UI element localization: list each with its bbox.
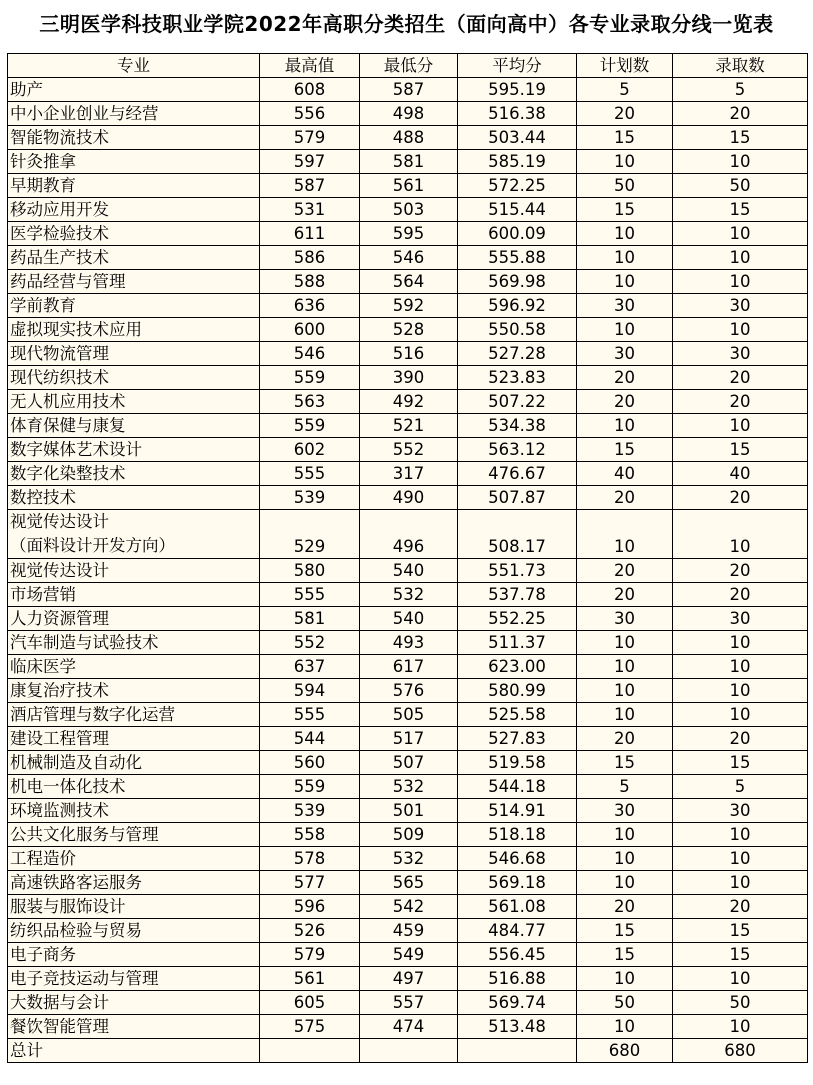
total-avg-empty <box>458 1039 577 1063</box>
max-score: 559 <box>260 775 360 799</box>
max-score: 546 <box>260 342 360 366</box>
min-score: 528 <box>360 318 458 342</box>
admit-count: 10 <box>673 1015 808 1039</box>
admit-count: 10 <box>673 823 808 847</box>
major-name: 高速铁路客运服务 <box>8 871 260 895</box>
avg-score: 556.45 <box>458 943 577 967</box>
admit-count: 30 <box>673 342 808 366</box>
table-row <box>8 967 808 991</box>
max-score: 561 <box>260 967 360 991</box>
major-name: 酒店管理与数字化运营 <box>8 703 260 727</box>
avg-score: 518.18 <box>458 823 577 847</box>
plan-count: 50 <box>577 991 673 1015</box>
total-row <box>8 1039 808 1063</box>
avg-score: 516.38 <box>458 102 577 126</box>
plan-count: 20 <box>577 559 673 583</box>
avg-score: 484.77 <box>458 919 577 943</box>
avg-score: 527.28 <box>458 342 577 366</box>
table-row <box>8 102 808 126</box>
plan-count: 5 <box>577 775 673 799</box>
min-score: 564 <box>360 270 458 294</box>
admit-count: 10 <box>673 631 808 655</box>
admit-count: 30 <box>673 799 808 823</box>
avg-score: 563.12 <box>458 438 577 462</box>
max-score: 580 <box>260 559 360 583</box>
admit-count: 30 <box>673 294 808 318</box>
min-score: 532 <box>360 775 458 799</box>
total-plan-count: 680 <box>577 1039 673 1063</box>
major-name: 数字媒体艺术设计 <box>8 438 260 462</box>
plan-count: 15 <box>577 438 673 462</box>
plan-count: 20 <box>577 583 673 607</box>
header-plan-count: 计划数 <box>577 54 673 78</box>
plan-count: 20 <box>577 390 673 414</box>
major-name: 工程造价 <box>8 847 260 871</box>
admit-count: 10 <box>673 703 808 727</box>
max-score: 586 <box>260 246 360 270</box>
avg-score: 596.92 <box>458 294 577 318</box>
plan-count: 10 <box>577 655 673 679</box>
plan-count: 10 <box>577 679 673 703</box>
admit-count: 20 <box>673 727 808 751</box>
min-score: 576 <box>360 679 458 703</box>
plan-count: 30 <box>577 607 673 631</box>
avg-score: 507.22 <box>458 390 577 414</box>
major-name: 现代物流管理 <box>8 342 260 366</box>
plan-count: 10 <box>577 631 673 655</box>
plan-count: 10 <box>577 871 673 895</box>
avg-score: 507.87 <box>458 486 577 510</box>
major-name: 医学检验技术 <box>8 222 260 246</box>
table-row <box>8 703 808 727</box>
major-name: 公共文化服务与管理 <box>8 823 260 847</box>
min-score: 565 <box>360 871 458 895</box>
min-score: 498 <box>360 102 458 126</box>
min-score: 542 <box>360 895 458 919</box>
admit-count: 10 <box>673 246 808 270</box>
admit-count: 15 <box>673 943 808 967</box>
major-name: 环境监测技术 <box>8 799 260 823</box>
max-score: 560 <box>260 751 360 775</box>
admit-count: 40 <box>673 462 808 486</box>
max-score: 579 <box>260 943 360 967</box>
min-score: 503 <box>360 198 458 222</box>
admit-count: 10 <box>673 270 808 294</box>
major-name: 大数据与会计 <box>8 991 260 1015</box>
total-min-empty <box>360 1039 458 1063</box>
avg-score: 623.00 <box>458 655 577 679</box>
table-row <box>8 438 808 462</box>
major-name: 服装与服饰设计 <box>8 895 260 919</box>
admit-count: 20 <box>673 583 808 607</box>
avg-score: 595.19 <box>458 78 577 102</box>
total-admit-count: 680 <box>673 1039 808 1063</box>
avg-score: 516.88 <box>458 967 577 991</box>
admit-count: 20 <box>673 366 808 390</box>
avg-score: 519.58 <box>458 751 577 775</box>
avg-score: 600.09 <box>458 222 577 246</box>
table-row <box>8 799 808 823</box>
min-score: 517 <box>360 727 458 751</box>
admit-count: 15 <box>673 198 808 222</box>
avg-score: 503.44 <box>458 126 577 150</box>
header-avg-score: 平均分 <box>458 54 577 78</box>
admit-count: 10 <box>673 967 808 991</box>
min-score: 490 <box>360 486 458 510</box>
max-score: 600 <box>260 318 360 342</box>
avg-score: 569.98 <box>458 270 577 294</box>
admit-count: 10 <box>673 871 808 895</box>
max-score: 636 <box>260 294 360 318</box>
major-name-line-1: 视觉传达设计 <box>10 512 109 531</box>
max-score: 539 <box>260 799 360 823</box>
min-score: 557 <box>360 991 458 1015</box>
max-score: 611 <box>260 222 360 246</box>
max-score: 559 <box>260 366 360 390</box>
avg-score: 513.48 <box>458 1015 577 1039</box>
total-max-empty <box>260 1039 360 1063</box>
max-score: 578 <box>260 847 360 871</box>
max-score: 575 <box>260 1015 360 1039</box>
admit-count: 15 <box>673 126 808 150</box>
major-name: 数控技术 <box>8 486 260 510</box>
max-score: 596 <box>260 895 360 919</box>
admit-count: 5 <box>673 775 808 799</box>
major-name: 机械制造及自动化 <box>8 751 260 775</box>
table-row <box>8 414 808 438</box>
major-name: 智能物流技术 <box>8 126 260 150</box>
table-row <box>8 222 808 246</box>
table-row <box>8 294 808 318</box>
min-score: 532 <box>360 583 458 607</box>
admit-count: 20 <box>673 559 808 583</box>
major-name: 学前教育 <box>8 294 260 318</box>
major-name: 纺织品检验与贸易 <box>8 919 260 943</box>
major-name: 药品经营与管理 <box>8 270 260 294</box>
major-name: 视觉传达设计 <box>8 559 260 583</box>
avg-score: 569.74 <box>458 991 577 1015</box>
avg-score: 534.38 <box>458 414 577 438</box>
table-row <box>8 342 808 366</box>
table-row <box>8 559 808 583</box>
table-row <box>8 919 808 943</box>
plan-count: 15 <box>577 751 673 775</box>
max-score: 552 <box>260 631 360 655</box>
plan-count: 10 <box>577 150 673 174</box>
admission-score-table <box>7 53 808 1063</box>
table-row <box>8 486 808 510</box>
plan-count: 30 <box>577 342 673 366</box>
min-score: 532 <box>360 847 458 871</box>
max-score: 597 <box>260 150 360 174</box>
header-major: 专业 <box>8 54 260 78</box>
admit-count: 50 <box>673 991 808 1015</box>
major-name: 针灸推拿 <box>8 150 260 174</box>
major-name: 药品生产技术 <box>8 246 260 270</box>
plan-count: 20 <box>577 727 673 751</box>
plan-count: 10 <box>577 414 673 438</box>
table-row <box>8 751 808 775</box>
max-score: 605 <box>260 991 360 1015</box>
avg-score: 585.19 <box>458 150 577 174</box>
avg-score: 550.58 <box>458 318 577 342</box>
page-title: 三明医学科技职业学院2022年高职分类招生（面向高中）各专业录取分线一览表 <box>39 12 774 36</box>
min-score: 540 <box>360 559 458 583</box>
max-score: 531 <box>260 198 360 222</box>
major-name: 虚拟现实技术应用 <box>8 318 260 342</box>
min-score: 505 <box>360 703 458 727</box>
min-score: 549 <box>360 943 458 967</box>
major-name: 体育保健与康复 <box>8 414 260 438</box>
max-score: 587 <box>260 174 360 198</box>
avg-score: 572.25 <box>458 174 577 198</box>
table-row <box>8 198 808 222</box>
plan-count: 15 <box>577 126 673 150</box>
table-row <box>8 366 808 390</box>
min-score: 459 <box>360 919 458 943</box>
admit-count: 15 <box>673 919 808 943</box>
plan-count: 10 <box>577 823 673 847</box>
max-score: 559 <box>260 414 360 438</box>
table-row <box>8 1015 808 1039</box>
admit-count: 20 <box>673 895 808 919</box>
min-score: 581 <box>360 150 458 174</box>
major-name: 康复治疗技术 <box>8 679 260 703</box>
table-row <box>8 270 808 294</box>
plan-count: 20 <box>577 102 673 126</box>
avg-score: 523.83 <box>458 366 577 390</box>
plan-count: 20 <box>577 486 673 510</box>
admit-count: 15 <box>673 751 808 775</box>
header-max-score: 最高值 <box>260 54 360 78</box>
min-score: 552 <box>360 438 458 462</box>
min-score: 617 <box>360 655 458 679</box>
avg-score: 508.17 <box>458 510 577 559</box>
major-name: 市场营销 <box>8 583 260 607</box>
min-score: 587 <box>360 78 458 102</box>
table-row <box>8 823 808 847</box>
admit-count: 30 <box>673 607 808 631</box>
plan-count: 10 <box>577 318 673 342</box>
major-name: 临床医学 <box>8 655 260 679</box>
max-score: 556 <box>260 102 360 126</box>
plan-count: 10 <box>577 222 673 246</box>
plan-count: 30 <box>577 294 673 318</box>
plan-count: 50 <box>577 174 673 198</box>
min-score: 516 <box>360 342 458 366</box>
plan-count: 10 <box>577 703 673 727</box>
avg-score: 546.68 <box>458 847 577 871</box>
max-score: 594 <box>260 679 360 703</box>
avg-score: 555.88 <box>458 246 577 270</box>
admit-count: 15 <box>673 438 808 462</box>
max-score: 579 <box>260 126 360 150</box>
avg-score: 514.91 <box>458 799 577 823</box>
table-row <box>8 150 808 174</box>
plan-count: 15 <box>577 919 673 943</box>
admit-count: 20 <box>673 102 808 126</box>
avg-score: 525.58 <box>458 703 577 727</box>
major-name: 助产 <box>8 78 260 102</box>
min-score: 521 <box>360 414 458 438</box>
table-row <box>8 607 808 631</box>
plan-count: 10 <box>577 246 673 270</box>
min-score: 492 <box>360 390 458 414</box>
max-score: 555 <box>260 703 360 727</box>
max-score: 581 <box>260 607 360 631</box>
table-row <box>8 679 808 703</box>
admit-count: 10 <box>673 510 808 559</box>
table-row <box>8 462 808 486</box>
max-score: 563 <box>260 390 360 414</box>
min-score: 540 <box>360 607 458 631</box>
table-row <box>8 174 808 198</box>
admit-count: 50 <box>673 174 808 198</box>
table-row <box>8 318 808 342</box>
major-name: 机电一体化技术 <box>8 775 260 799</box>
table-row <box>8 390 808 414</box>
table-row <box>8 655 808 679</box>
max-score: 588 <box>260 270 360 294</box>
major-name <box>8 510 260 559</box>
min-score: 546 <box>360 246 458 270</box>
max-score: 637 <box>260 655 360 679</box>
major-name: 人力资源管理 <box>8 607 260 631</box>
min-score: 592 <box>360 294 458 318</box>
header-row <box>8 54 808 78</box>
plan-count: 10 <box>577 510 673 559</box>
admit-count: 10 <box>673 150 808 174</box>
plan-count: 30 <box>577 799 673 823</box>
avg-score: 544.18 <box>458 775 577 799</box>
avg-score: 476.67 <box>458 462 577 486</box>
table-row <box>8 78 808 102</box>
major-name: 汽车制造与试验技术 <box>8 631 260 655</box>
max-score: 544 <box>260 727 360 751</box>
min-score: 493 <box>360 631 458 655</box>
max-score: 539 <box>260 486 360 510</box>
min-score: 474 <box>360 1015 458 1039</box>
plan-count: 20 <box>577 895 673 919</box>
plan-count: 15 <box>577 198 673 222</box>
major-name: 早期教育 <box>8 174 260 198</box>
max-score: 555 <box>260 462 360 486</box>
min-score: 497 <box>360 967 458 991</box>
major-name: 中小企业创业与经营 <box>8 102 260 126</box>
major-name: 移动应用开发 <box>8 198 260 222</box>
min-score: 561 <box>360 174 458 198</box>
major-name: 无人机应用技术 <box>8 390 260 414</box>
avg-score: 552.25 <box>458 607 577 631</box>
plan-count: 15 <box>577 943 673 967</box>
major-name: 餐饮智能管理 <box>8 1015 260 1039</box>
admit-count: 10 <box>673 318 808 342</box>
max-score: 602 <box>260 438 360 462</box>
min-score: 390 <box>360 366 458 390</box>
min-score: 317 <box>360 462 458 486</box>
avg-score: 551.73 <box>458 559 577 583</box>
admit-count: 10 <box>673 655 808 679</box>
major-name: 数字化染整技术 <box>8 462 260 486</box>
max-score: 529 <box>260 510 360 559</box>
min-score: 501 <box>360 799 458 823</box>
max-score: 526 <box>260 919 360 943</box>
admit-count: 20 <box>673 390 808 414</box>
min-score: 488 <box>360 126 458 150</box>
max-score: 558 <box>260 823 360 847</box>
min-score: 496 <box>360 510 458 559</box>
major-name: 现代纺织技术 <box>8 366 260 390</box>
avg-score: 569.18 <box>458 871 577 895</box>
admit-count: 10 <box>673 847 808 871</box>
total-label: 总计 <box>8 1039 260 1063</box>
table-row <box>8 847 808 871</box>
major-name: 电子竞技运动与管理 <box>8 967 260 991</box>
header-admit-count: 录取数 <box>673 54 808 78</box>
table-row <box>8 727 808 751</box>
table-row <box>8 126 808 150</box>
admit-count: 10 <box>673 414 808 438</box>
table-row <box>8 871 808 895</box>
avg-score: 527.83 <box>458 727 577 751</box>
table-row <box>8 943 808 967</box>
major-name: 电子商务 <box>8 943 260 967</box>
admit-count: 20 <box>673 486 808 510</box>
header-min-score: 最低分 <box>360 54 458 78</box>
plan-count: 20 <box>577 366 673 390</box>
admit-count: 5 <box>673 78 808 102</box>
admit-count: 10 <box>673 222 808 246</box>
max-score: 577 <box>260 871 360 895</box>
plan-count: 5 <box>577 78 673 102</box>
plan-count: 10 <box>577 847 673 871</box>
min-score: 595 <box>360 222 458 246</box>
major-name-line-2: （面料设计开发方向） <box>10 536 175 555</box>
avg-score: 515.44 <box>458 198 577 222</box>
plan-count: 10 <box>577 270 673 294</box>
avg-score: 511.37 <box>458 631 577 655</box>
plan-count: 40 <box>577 462 673 486</box>
table-row <box>8 246 808 270</box>
min-score: 507 <box>360 751 458 775</box>
avg-score: 561.08 <box>458 895 577 919</box>
table-row <box>8 583 808 607</box>
table-row <box>8 991 808 1015</box>
plan-count: 10 <box>577 967 673 991</box>
max-score: 555 <box>260 583 360 607</box>
avg-score: 537.78 <box>458 583 577 607</box>
table-row <box>8 631 808 655</box>
admit-count: 10 <box>673 679 808 703</box>
major-name: 建设工程管理 <box>8 727 260 751</box>
max-score: 608 <box>260 78 360 102</box>
table-row <box>8 775 808 799</box>
plan-count: 10 <box>577 1015 673 1039</box>
table-row <box>8 895 808 919</box>
table-row <box>8 510 808 559</box>
avg-score: 580.99 <box>458 679 577 703</box>
min-score: 509 <box>360 823 458 847</box>
